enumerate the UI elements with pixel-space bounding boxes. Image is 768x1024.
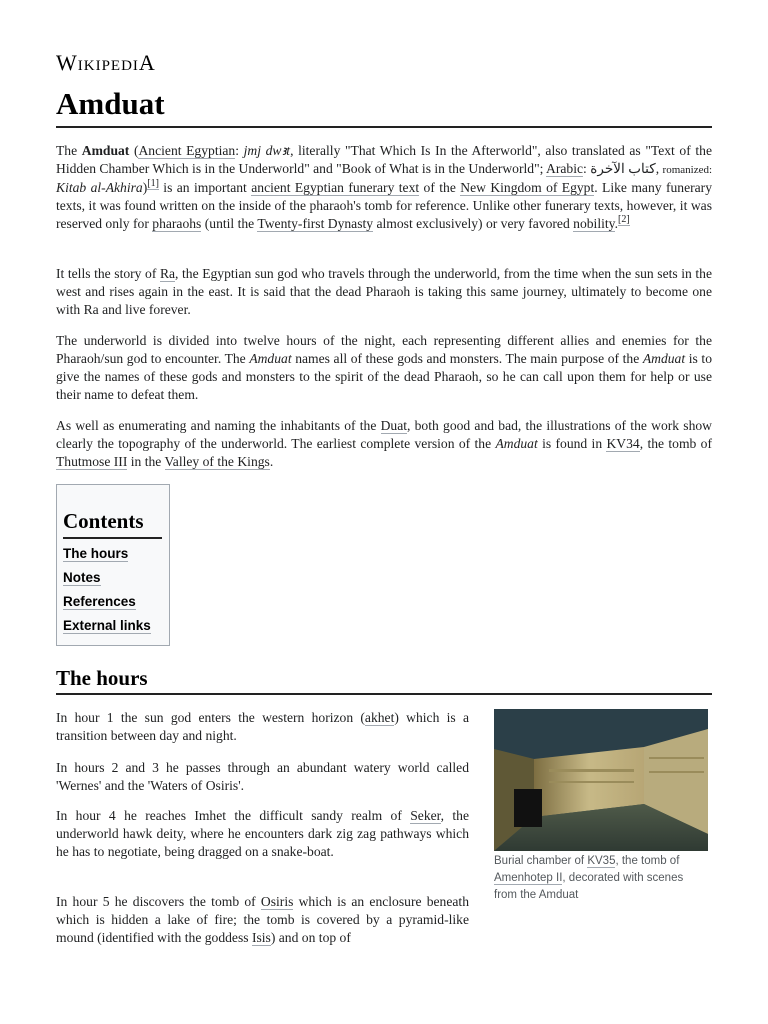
burial-chamber-image[interactable] — [494, 709, 708, 851]
link-new-kingdom[interactable]: New Kingdom of Egypt — [460, 180, 595, 195]
caption-text: Burial chamber of — [494, 855, 588, 867]
text: In hour 5 he discovers the tomb of — [56, 894, 261, 909]
text: ) and on top of — [270, 930, 351, 945]
article-subject: Amduat — [81, 143, 130, 158]
caption-text: , the tomb of — [615, 855, 680, 867]
logo-letter-w: W — [56, 50, 78, 75]
link-seker[interactable]: Seker — [410, 808, 441, 823]
text: names all of these gods and monsters. The main purpose of the — [291, 351, 643, 366]
toc-item — [63, 617, 151, 641]
reference-2[interactable]: [2] — [617, 214, 630, 226]
text: , both good and bad, the illustrations of the work show clearly the topography of the underworld. The earliest complete version of the — [56, 418, 712, 451]
link-pharaohs[interactable]: pharaohs — [152, 216, 202, 231]
text: . — [269, 454, 274, 469]
italic-title: Amduat — [495, 436, 538, 451]
text: In hours 2 and 3 he passes through an abundant watery world called 'Wernes' and the 'Waters of Osiris'. — [56, 760, 469, 793]
link-akhet[interactable]: akhet — [364, 710, 395, 725]
hours-paragraph-2 — [56, 759, 469, 795]
text: in the — [127, 454, 165, 469]
toc-item — [63, 569, 151, 593]
intro-paragraph-4 — [56, 417, 712, 471]
section-heading-the-hours: The hours — [56, 664, 712, 695]
figure-burial-chamber — [494, 709, 708, 904]
link-arabic[interactable]: Arabic — [546, 161, 584, 176]
text: It tells the story of — [56, 266, 160, 281]
logo-letter-a: A — [138, 50, 156, 75]
link-kv34[interactable]: KV34 — [606, 436, 640, 451]
text: , literally "That Which Is In the Afterworld", also translated as "Text of the Hidden Chamber Which is in the Underworld" and "Book of What is in the Underworld"; — [56, 143, 712, 176]
text: ) which is a transition between day and night. — [56, 710, 470, 743]
toc-item — [63, 545, 151, 569]
text: almost exclusively) or very favored — [373, 216, 574, 231]
reference-1[interactable]: [1] — [147, 178, 159, 190]
toc-link-the-hours[interactable]: The hours — [63, 546, 129, 561]
text: of the — [419, 180, 461, 195]
hours-paragraph-4 — [56, 893, 469, 947]
transliteration: jmj dwꜣt — [243, 143, 291, 158]
text: : — [235, 143, 244, 158]
italic-title: Amduat — [642, 351, 686, 366]
text: , the underworld hawk deity, where he encounters dark zig zag pathways which he has to negotiate, being dragged on a snake-boat. — [56, 808, 470, 859]
text: In hour 1 the sun god enters the western horizon ( — [56, 710, 365, 725]
text: The — [56, 143, 82, 158]
toc-link-external-links[interactable]: External links — [63, 618, 151, 633]
toc-item — [63, 593, 151, 617]
link-isis[interactable]: Isis — [251, 930, 271, 945]
link-osiris[interactable]: Osiris — [260, 894, 294, 909]
text: , the Egyptian sun god who travels through the underworld, from the time when the sun sets in the west and rises again in the east. It is said that the dead Pharaoh is taking this same journey, ultimately to become one with Ra and live forever. — [56, 266, 712, 317]
link-ra[interactable]: Ra — [159, 266, 176, 281]
text: . Like many funerary texts, it was found written on the inside of the pharaoh's tomb for reference. Unlike other funerary texts, however, it was reserved only for — [56, 180, 712, 231]
wikipedia-logo[interactable] — [56, 50, 156, 76]
text: is to give the names of these gods and monsters to the spirit of the dead Pharaoh, so he can call upon them for help or use their name to defeat them. — [56, 351, 712, 402]
intro-paragraph-3 — [56, 332, 712, 404]
toc-list — [63, 545, 151, 641]
link-duat[interactable]: Duat — [380, 418, 408, 433]
page-title: Amduat — [56, 84, 712, 128]
logo-letters: ikipedi — [77, 50, 139, 75]
text: . — [614, 216, 618, 231]
romanized-label: romanized: — [662, 164, 713, 176]
link-funerary-text[interactable]: ancient Egyptian funerary text — [251, 180, 420, 195]
text: ) — [142, 180, 148, 195]
toc-link-notes[interactable]: Notes — [63, 570, 101, 585]
intro-paragraph-2 — [56, 265, 712, 319]
text: As well as enumerating and naming the inhabitants of the — [56, 418, 381, 433]
text: is found in — [537, 436, 607, 451]
table-of-contents — [56, 484, 170, 646]
italic-title: Amduat — [249, 351, 292, 366]
link-kv35[interactable]: KV35 — [587, 855, 616, 867]
burial-chamber-photo — [494, 709, 708, 851]
text: (until the — [201, 216, 258, 231]
link-amenhotep-ii[interactable]: Amenhotep II — [494, 872, 563, 884]
toc-link-references[interactable]: References — [63, 594, 136, 609]
link-valley-of-the-kings[interactable]: Valley of the Kings — [164, 454, 270, 469]
toc-heading: Contents — [63, 509, 162, 539]
link-thutmose-iii[interactable]: Thutmose III — [56, 454, 128, 469]
hours-paragraph-1 — [56, 709, 469, 745]
link-nobility[interactable]: nobility — [573, 216, 615, 231]
text: In hour 4 he reaches Imhet the difficult sandy realm of — [56, 808, 411, 823]
text: which is an enclosure beneath which is hidden a lake of fire; the tomb is covered by a pyramid-like mound (identified with the goddess — [56, 894, 469, 945]
text: is an important — [158, 180, 252, 195]
intro-paragraph-1 — [56, 142, 712, 233]
hours-paragraph-3 — [56, 807, 469, 861]
text: The underworld is divided into twelve hours of the night, each representing different allies and enemies for the Pharaoh/sun god to encounter. The — [56, 333, 712, 366]
text: , the tomb of — [639, 436, 712, 451]
text: ( — [129, 143, 139, 158]
caption-text: , decorated with scenes from the Amduat — [494, 872, 684, 901]
link-ancient-egyptian[interactable]: Ancient Egyptian — [138, 143, 236, 158]
romanization: Kitab al-Akhira — [56, 180, 143, 195]
link-twenty-first-dynasty[interactable]: Twenty-first Dynasty — [257, 216, 374, 231]
text: : كتاب الآخرة, — [583, 161, 663, 176]
figure-caption — [494, 853, 708, 904]
